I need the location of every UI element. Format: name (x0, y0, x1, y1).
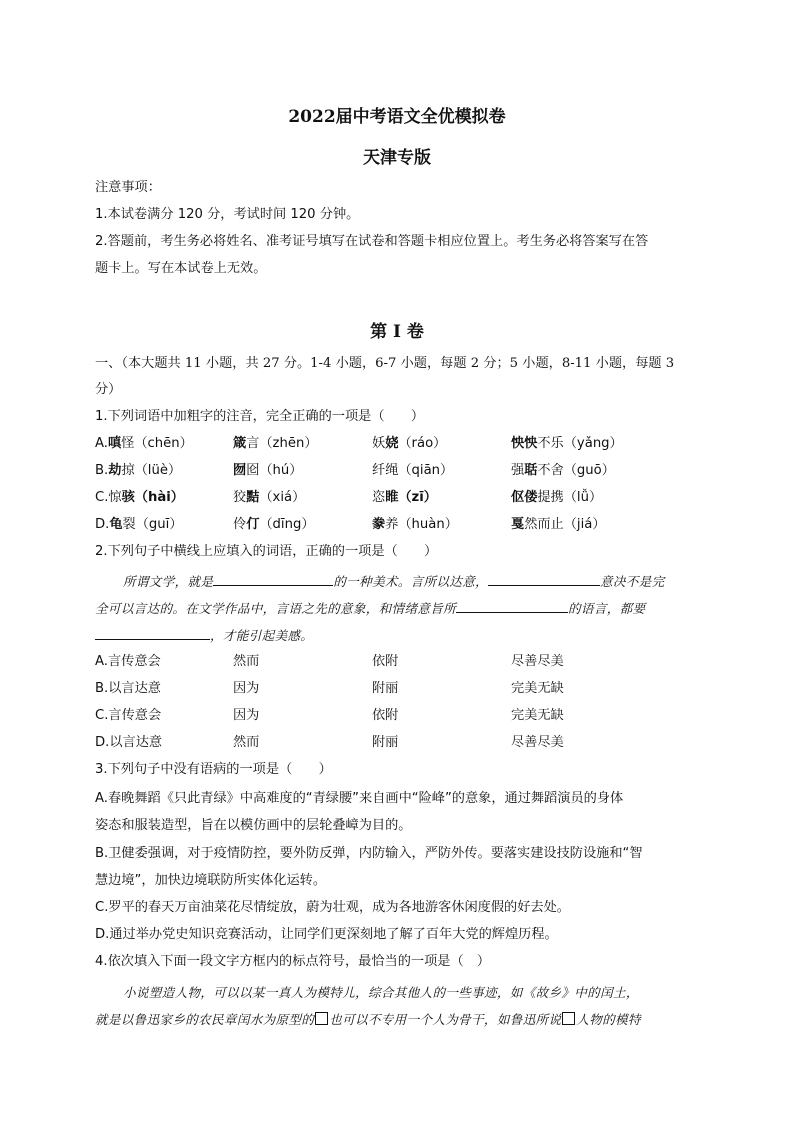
q3-option-a-line-2: 姿态和服装造型，旨在以模仿画中的层轮叠嶂为目的。 (95, 818, 412, 833)
q1-option-c: C.惊骇（hài） 狡黠（xiá） 恣睢（zī） 伛偻提携（lǚ） (95, 490, 603, 505)
exam-subtitle: 天津专版 (363, 148, 431, 168)
q3-option-d: D.通过举办党史知识竞赛活动，让同学们更深刻地了解了百年大党的辉煌历程。 (95, 927, 558, 942)
q2-option-d: D.以言达意 然而 附丽 尽善尽美 (95, 735, 564, 750)
q2-option-a: A.言传意会 然而 依附 尽善尽美 (95, 654, 564, 669)
q2-passage-line-2: 全可以言达的。在文学作品中，言语之先的意象，和情绪意旨所 的语言，都要 (95, 601, 646, 616)
q1-stem: 1.下列词语中加粗字的注音，完全正确的一项是（ ） (95, 409, 425, 424)
q1-option-d: D.龟裂（guī） 伶仃（dīng） 豢养（huàn） 戛然而止（jiá） (95, 517, 606, 532)
q2-blank-1 (213, 572, 333, 586)
q3-option-b-line-1: B.卫健委强调，对于疫情防控，要外防反弹，内防输入，严防外传。要落实建设技防设施和“智 (95, 846, 643, 861)
part-1-instructions-line-2: 分） (95, 382, 122, 397)
q2-stem: 2.下列句子中横线上应填入的词语，正确的一项是（ ） (95, 544, 438, 559)
q4-stem: 4.依次填入下面一段文字方框内的标点符号，最恰当的一项是（ ） (95, 954, 491, 969)
q2-blank-3 (456, 599, 568, 613)
part-1-instructions-line-1: 一、（本大题共 11 小题，共 27 分。1-4 小题，6-7 小题，每题 2 分；5 小题，8-11 小题，每题 3 (95, 356, 675, 371)
q4-punctuation-box-2 (562, 1012, 575, 1025)
q2-blank-4 (95, 626, 210, 640)
q2-option-c: C.言传意会 因为 依附 完美无缺 (95, 708, 564, 723)
q4-passage-line-1: 小说塑造人物，可以以某一真人为模特儿，综合其他人的一些事迹，如《故乡》中的闰土， (123, 985, 639, 1000)
section-title: 第 I 卷 (370, 322, 424, 342)
exam-title: 2022届中考语文全优模拟卷 (288, 107, 506, 127)
notice-item-1: 1.本试卷满分 120 分，考试时间 120 分钟。 (95, 207, 360, 222)
q3-option-b-line-2: 慧边境”，加快边境联防所实体化运转。 (95, 873, 327, 888)
q2-option-b: B.以言达意 因为 附丽 完美无缺 (95, 681, 564, 696)
q3-option-a-line-1: A.春晚舞蹈《只此青绿》中高难度的“青绿腰”来自画中“险峰”的意象，通过舞蹈演员的身体 (95, 791, 624, 806)
q2-passage-line-1: 所谓文学，就是 的一种美术。言所以达意， 意决不是完 (123, 574, 665, 589)
notice-item-2-line-2: 题卡上。写在本试卷上无效。 (95, 261, 267, 276)
q1-option-a: A.嗔怪（chēn） 箴言（zhēn） 妖娆（ráo） 怏怏不乐（yǎng） (95, 436, 623, 451)
q2-passage-line-3: ，才能引起美感。 (95, 626, 705, 645)
q3-option-c: C.罗平的春天万亩油菜花尽情绽放，蔚为壮观，成为各地游客休闲度假的好去处。 (95, 900, 570, 915)
q1-option-b: B.劫掠（lüè） 囫囵（hú） 纤绳（qiān） 强聒不舍（guō） (95, 463, 615, 478)
q4-passage-line-2: 就是以鲁迅家乡的农民章闰水为原型的 也可以不专用一个人为骨干，如鲁迅所说 人物的模特 (95, 1012, 641, 1027)
notice-heading: 注意事项： (95, 180, 161, 195)
q3-stem: 3.下列句子中没有语病的一项是（ ） (95, 762, 332, 777)
notice-item-2-line-1: 2.答题前，考生务必将姓名、准考证号填写在试卷和答题卡相应位置上。考生务必将答案写在答 (95, 234, 649, 249)
q4-punctuation-box-1 (315, 1012, 328, 1025)
q2-blank-2 (488, 572, 600, 586)
